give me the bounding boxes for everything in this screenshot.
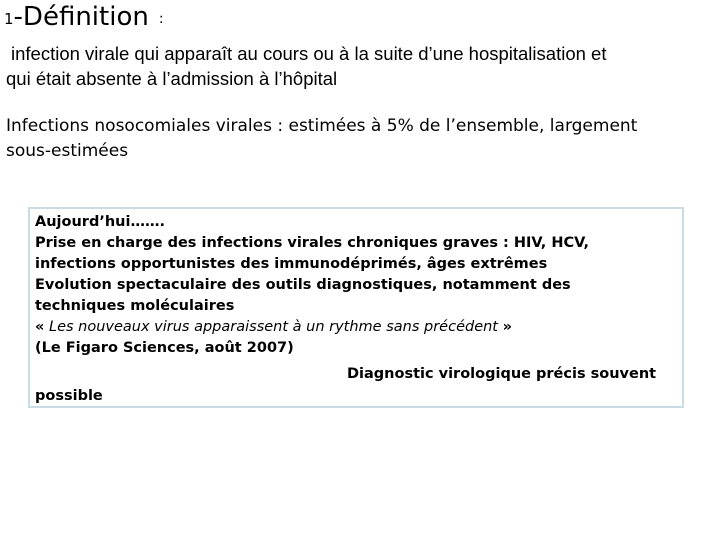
- box-quote: [35, 317, 682, 338]
- heading-colon: :: [158, 11, 164, 27]
- quote-open-mark: «: [35, 319, 45, 335]
- heading-number: 1: [4, 10, 14, 28]
- statistics-line-2: sous-estimées: [6, 141, 129, 161]
- box-line-opportunistic: infections opportunistes des immunodéprimés, âges extrêmes: [35, 256, 548, 272]
- definition-line-1: infection virale qui apparaît au cours ou à la suite d’une hospitalisation et: [11, 43, 607, 64]
- statistics-text: [6, 114, 706, 164]
- definition-text: [6, 41, 706, 91]
- statistics-line-1: Infections nosocomiales virales : estimées à 5% de l’ensemble, largement: [6, 116, 638, 136]
- section-heading: [4, 2, 164, 32]
- box-line-diagnostic: Diagnostic virologique précis souvent: [347, 366, 657, 382]
- context-box: [28, 207, 684, 408]
- quote-close-mark: »: [502, 319, 512, 335]
- definition-line-2: qui était absente à l’admission à l’hôpital: [6, 68, 338, 89]
- box-line-today: Aujourd’hui…….: [35, 214, 165, 230]
- quote-text: Les nouveaux virus apparaissent à un rythme sans précédent: [44, 319, 503, 335]
- box-line-molecular: techniques moléculaires: [35, 298, 235, 314]
- box-source: (Le Figaro Sciences, août 2007): [35, 340, 294, 356]
- box-line-possible: possible: [35, 388, 103, 404]
- box-line-evolution: Evolution spectaculaire des outils diagnostiques, notamment des: [35, 277, 571, 293]
- heading-word: -Définition: [13, 2, 149, 32]
- box-line-chronic: Prise en charge des infections virales chroniques graves : HIV, HCV,: [35, 235, 589, 251]
